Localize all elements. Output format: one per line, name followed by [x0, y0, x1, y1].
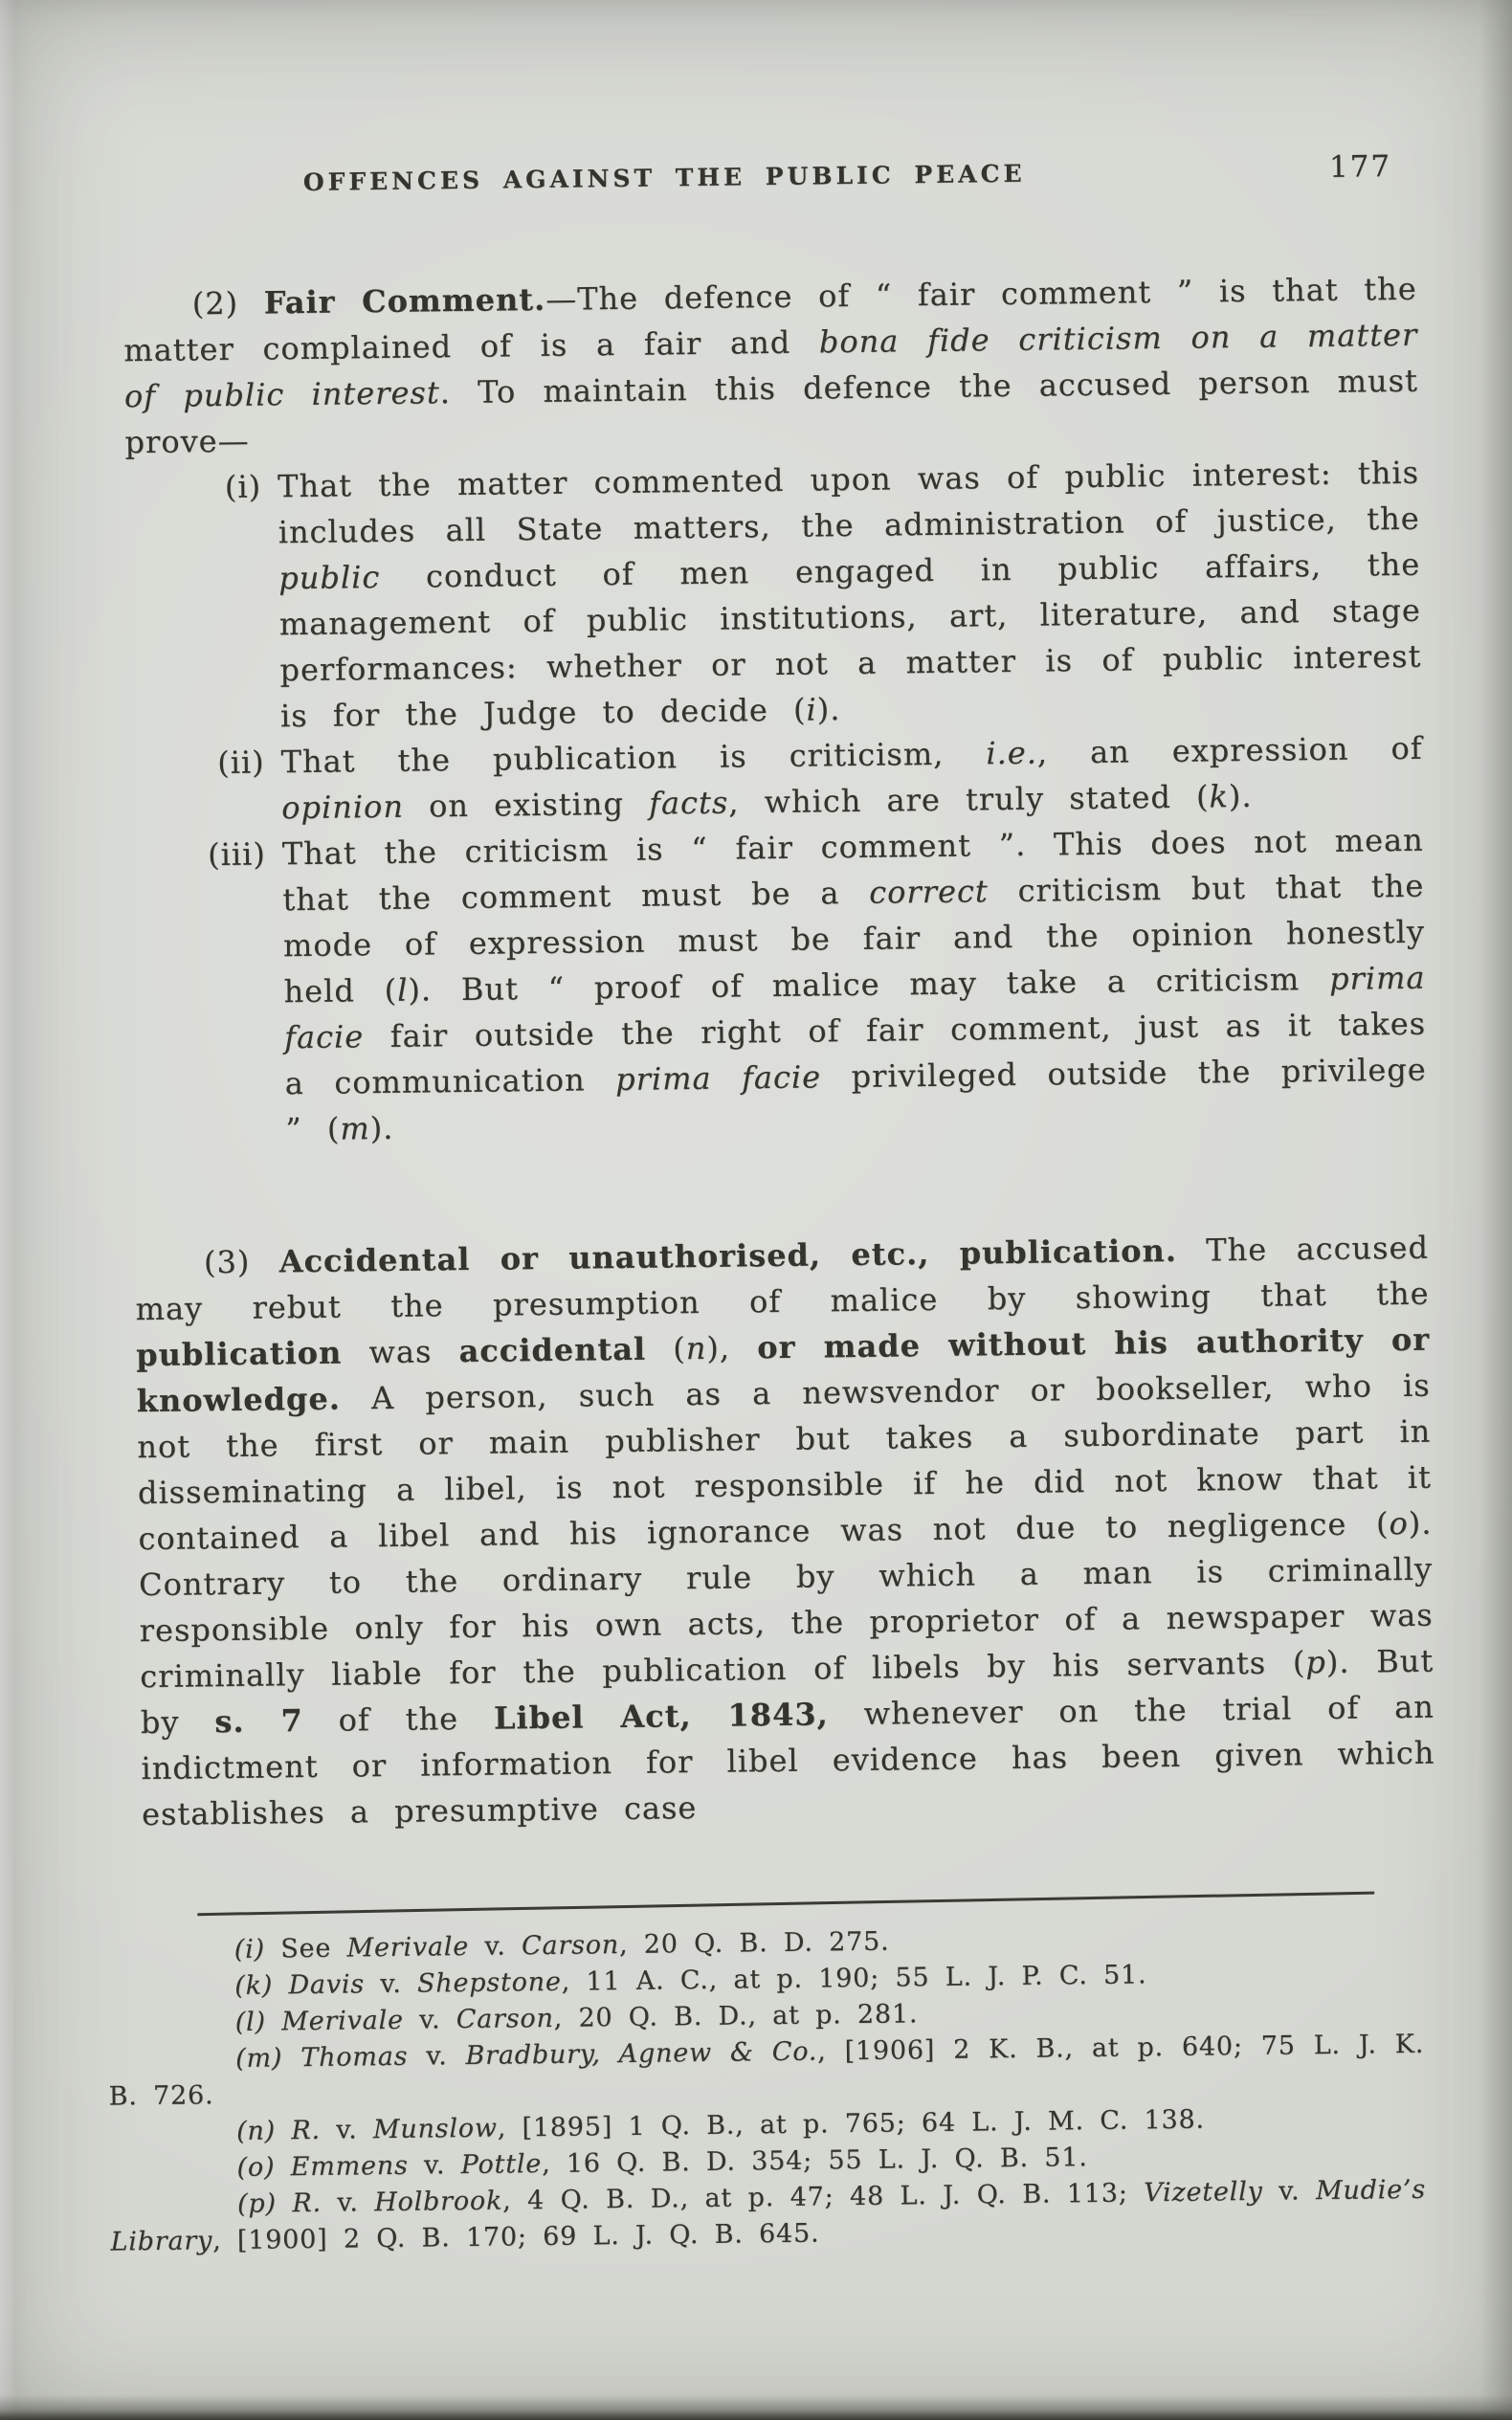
text-run: p	[1305, 1644, 1327, 1681]
text-run: (n)	[235, 2116, 277, 2146]
text-run: k	[1209, 778, 1230, 815]
text-run: facts	[648, 784, 729, 822]
text-run: opinion	[280, 788, 405, 827]
text-run: A person, such as a newsvendor or bookseller, who is not the first or main publisher but takes a subordinate part in disseminating a libel, is not responsible if he did not know that it contained a libel and his ignorance was not due to negligence (	[137, 1366, 1433, 1558]
text-run: (m)	[234, 2043, 283, 2074]
text-run: That the criticism is “ fair comment ”. This does not mean that the comment must be a	[281, 821, 1424, 919]
text-run: of the	[302, 1699, 495, 1740]
text-run	[273, 1970, 289, 2000]
text-run: ).	[1228, 777, 1253, 815]
text-run: (o)	[236, 2152, 276, 2183]
list-item-text	[278, 450, 1422, 740]
text-run: public	[278, 558, 381, 597]
text-run: Merivale	[281, 2005, 404, 2037]
text-run: or made without his authority or knowledge.	[136, 1321, 1431, 1420]
text-run: , 11 A. C., at p. 190; 55 L. J. P. C. 51.	[561, 1960, 1147, 1997]
scan-edge-bottom	[0, 2395, 1512, 2420]
text-run: v.	[321, 2187, 375, 2218]
text-run: was	[342, 1333, 459, 1371]
text-run: m	[340, 1110, 370, 1147]
text-run: ),	[706, 1329, 758, 1366]
footnotes	[107, 1918, 1427, 2261]
list-item-label: (ii)	[216, 744, 265, 782]
text-run	[277, 2188, 293, 2218]
text-run: , 16 Q. B. D. 354; 55 L. J. Q. B. 51.	[541, 2142, 1088, 2180]
text-run: Bradbury, Agnew & Co.	[465, 2036, 818, 2072]
text-run: s. 7	[214, 1702, 303, 1741]
text-run: (	[645, 1330, 686, 1367]
text-run: (p)	[236, 2188, 277, 2219]
text-run: v.	[1262, 2176, 1317, 2207]
text-run: v.	[468, 1931, 523, 1962]
text-run: Davis	[288, 1969, 366, 2001]
text-run: Fair Comment.	[263, 280, 546, 322]
text-run: ). Contrary to the ordinary rule by which a man is criminally responsible only for his own acts, the proprietor of a newspaper was criminally liable for the publication of libels by his servants (	[138, 1504, 1434, 1696]
list-item-label: (iii)	[207, 835, 267, 874]
footnote-rule	[197, 1892, 1374, 1917]
text-run: . To maintain this defence the accused person must prove—	[124, 362, 1419, 461]
text-run: R.	[292, 2187, 322, 2219]
running-head-title: OFFENCES AGAINST THE PUBLIC PEACE	[302, 159, 1026, 196]
text-run: Shepstone	[416, 1966, 562, 1999]
text-run: Holbrook	[374, 2186, 503, 2218]
text-run: , which are truly stated (	[728, 778, 1210, 821]
text-run: o	[1389, 1504, 1410, 1543]
text-run: (l)	[234, 2007, 267, 2037]
text-run: , [1906] 2 K. B., at p. 640; 75 L. J. K. B. 726.	[108, 2029, 1425, 2112]
text-run: i.e.	[986, 734, 1038, 772]
text-run: l	[396, 971, 409, 1009]
text-run: (k)	[234, 1970, 274, 2001]
page-number: 177	[1328, 149, 1392, 185]
text-run: —The defence of “ fair comment ” is that the matter complained of is a fair and	[123, 270, 1417, 369]
text-run: , 20 Q. B. D., at p. 281.	[553, 1999, 919, 2033]
proof-conditions-list	[125, 450, 1428, 1154]
text-run: ).	[816, 691, 841, 728]
text-run: , an expression of	[1036, 729, 1423, 771]
text-run: Vizetelly	[1144, 2176, 1263, 2209]
text-run: v.	[320, 2115, 374, 2145]
list-item-ii	[128, 725, 1423, 833]
page-content	[108, 0, 1443, 2420]
text-run: That the matter commented upon was of public interest: this includes all State matters, the administration of justice, the	[277, 454, 1420, 551]
text-run: n	[685, 1329, 707, 1367]
text-run: Emmens	[290, 2150, 409, 2183]
list-item-iii	[130, 817, 1428, 1154]
text-run: fair outside the right of fair comment, just as it takes a communication	[284, 1005, 1427, 1102]
text-run: criticism but that the mode of expression must be fair and the opinion honestly held (	[282, 867, 1426, 1010]
list-item-text	[282, 817, 1428, 1153]
text-run: , 4 Q. B. D., at p. 47; 48 L. J. Q. B. 113;	[501, 2178, 1145, 2216]
text-run: , [1900] 2 Q. B. 170; 69 L. J. Q. B. 645.	[211, 2218, 820, 2256]
text-run: ).	[369, 1109, 394, 1147]
text-run: , [1895] 1 Q. B., at p. 765; 64 L. J. M. C. 138.	[497, 2104, 1206, 2143]
list-item-i	[125, 450, 1422, 741]
text-run: Munslow	[372, 2113, 498, 2145]
text-run	[276, 2116, 292, 2145]
text-run: (3)	[203, 1243, 279, 1281]
text-run: ). But “ proof of malice may take a criticism	[408, 960, 1330, 1009]
text-run: privileged outside the privilege ” (	[285, 1051, 1427, 1148]
text-run: bona fide criticism on a matter of public interest	[123, 316, 1418, 415]
text-run: whenever on the trial of an indictment or information for libel evidence has been given which establishes a presumptive case	[141, 1688, 1435, 1833]
text-run: accidental	[458, 1330, 647, 1370]
text-run: conduct of men engaged in public affairs, the management of public institutions, art, literature, and stage performances: whether or not a matter is of public interest is for the Judge to decide (	[278, 545, 1422, 735]
text-run: Carson	[521, 1930, 620, 1962]
text-run: prima facie	[283, 959, 1426, 1056]
list-item-text	[280, 725, 1423, 832]
text-run	[266, 2007, 282, 2036]
text-run: Accidental or unauthorised, etc., publication.	[278, 1232, 1178, 1280]
text-run: Carson	[456, 2003, 554, 2035]
text-run: R.	[291, 2115, 322, 2146]
text-run: publication	[135, 1334, 343, 1374]
text-run	[275, 2152, 291, 2182]
list-item-label: (i)	[224, 468, 262, 505]
text-run: Thomas	[300, 2041, 409, 2074]
text-run: v.	[403, 2005, 456, 2035]
paragraph-accidental-publication	[135, 1225, 1436, 1837]
scan-edge-right	[1479, 0, 1512, 2420]
text-run: v.	[364, 1968, 418, 2000]
scan-edge-left	[0, 0, 15, 2420]
text-run: v.	[408, 2150, 461, 2181]
text-run: correct	[869, 873, 989, 911]
text-run: That the publication is criticism,	[280, 735, 987, 781]
text-run: i	[806, 691, 817, 728]
text-run: v.	[408, 2041, 466, 2072]
text-run: Merivale	[346, 1931, 470, 1964]
text-run: Pottle	[460, 2149, 543, 2181]
footnote-p	[110, 2172, 1427, 2261]
text-run: See	[264, 1933, 347, 1965]
text-run: prima facie	[614, 1058, 822, 1099]
text-run: (i)	[233, 1934, 266, 1965]
text-run: (2)	[191, 284, 265, 322]
paragraph-fair-comment	[122, 266, 1418, 466]
text-run: Libel Act, 1843,	[493, 1696, 829, 1737]
text-run: on existing	[403, 785, 650, 825]
text-run: , 20 Q. B. D. 275.	[618, 1926, 890, 1961]
text-run: The accused may rebut the presumption of malice by showing that the	[135, 1229, 1430, 1328]
text-run	[282, 2043, 300, 2073]
running-head	[122, 149, 1415, 211]
text-run: ). But by	[140, 1642, 1434, 1742]
text-run: Mudie’s Library	[110, 2174, 1427, 2257]
